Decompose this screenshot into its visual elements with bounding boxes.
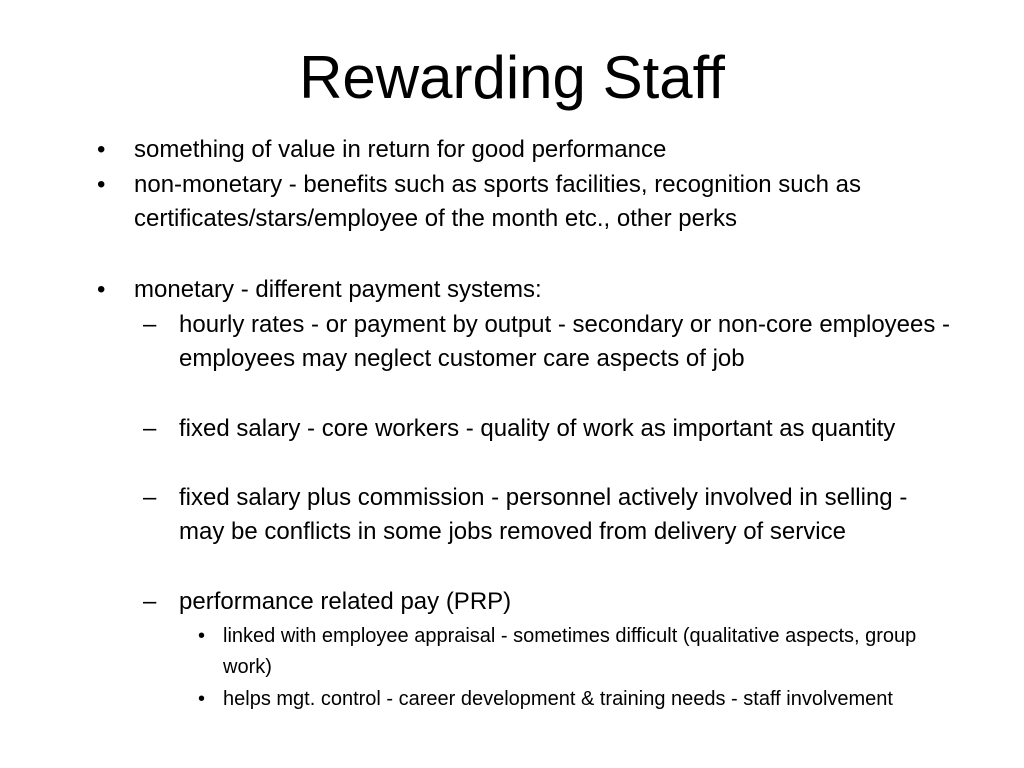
bullet-text: non-monetary - benefits such as sports facilities, recognition such as certificates/stars/employee of the month etc., other perks	[134, 171, 862, 232]
sub-bullet-text: performance related pay (PRP)	[179, 588, 512, 615]
bullet-marker: •	[97, 136, 106, 163]
bullet-marker: •	[97, 276, 106, 303]
dash-marker: –	[143, 311, 157, 338]
sub-bullet-text: hourly rates - or payment by output - secondary or non-core employees - employees may neglect customer care aspects of job	[179, 311, 951, 372]
bullet-marker: •	[198, 688, 206, 710]
sub-bullet-text: fixed salary plus commission - personnel actively involved in selling - may be conflicts in some jobs removed from delivery of service	[179, 484, 908, 545]
dash-marker: –	[143, 588, 157, 615]
bullet-text: something of value in return for good performance	[134, 136, 667, 163]
slide-title: Rewarding Staff	[299, 44, 725, 111]
sub-sub-bullet-text: helps mgt. control - career development & training needs - staff involvement	[223, 688, 893, 710]
bullet-marker: •	[198, 625, 206, 647]
bullet-marker: •	[97, 171, 106, 198]
sub-sub-bullet-text: linked with employee appraisal - sometimes difficult (qualitative aspects, group work)	[223, 625, 917, 678]
bullet-text: monetary - different payment systems:	[134, 276, 542, 303]
dash-marker: –	[143, 415, 157, 442]
dash-marker: –	[143, 484, 157, 511]
sub-bullet-text: fixed salary - core workers - quality of work as important as quantity	[179, 415, 896, 442]
